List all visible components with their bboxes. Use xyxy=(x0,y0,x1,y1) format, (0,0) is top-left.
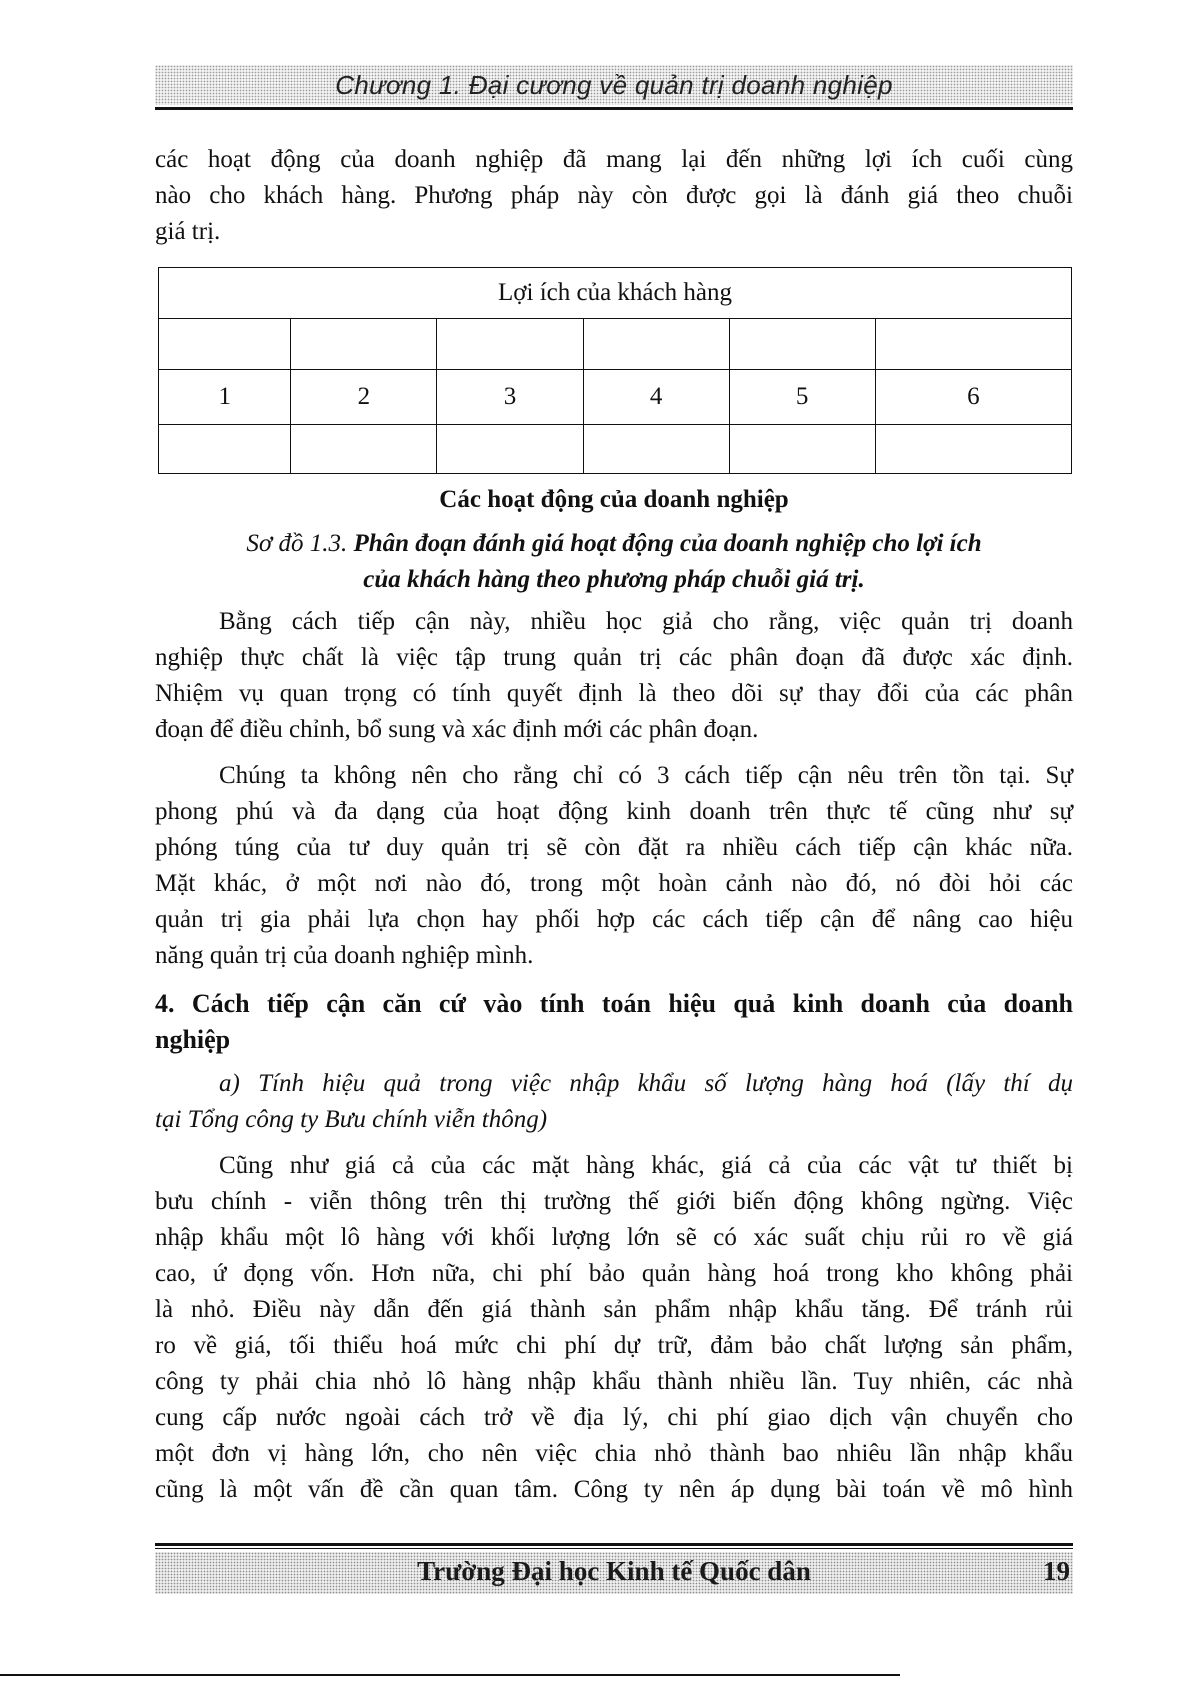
paragraph-line: Cũng như giá cả của các mặt hàng khác, giá cả của các vật tư thiết bị xyxy=(219,1152,1073,1179)
paragraph-line: Nhiệm vụ quan trọng có tính quyết định là theo dõi sự thay đổi của các phân xyxy=(155,680,1073,707)
header-rule xyxy=(155,107,1073,110)
subsection-heading: a) Tính hiệu quả trong việc nhập khẩu số lượng hàng hoá (lấy thí dụ xyxy=(219,1070,1073,1097)
intro-line: các hoạt động của doanh nghiệp đã mang lại đến những lợi ích cuối cùng xyxy=(155,146,1073,173)
paragraph-line: đoạn để điều chỉnh, bổ sung và xác định mới các phân đoạn. xyxy=(155,716,759,743)
footer-rule xyxy=(155,1543,1073,1546)
diagram-cell-empty xyxy=(583,425,729,474)
caption-text: Phân đoạn đánh giá hoạt động của doanh nghiệp cho lợi ích xyxy=(353,530,982,557)
paragraph-line: ro về giá, tối thiểu hoá mức chi phí dự trữ, đảm bảo chất lượng sản phẩm, xyxy=(155,1332,1073,1359)
section-heading-line2: nghiệp xyxy=(155,1025,231,1054)
paragraph-line: là nhỏ. Điều này dẫn đến giá thành sản phẩm nhập khẩu tăng. Để tránh rủi xyxy=(155,1296,1073,1323)
paragraph-line: phong phú và đa dạng của hoạt động kinh doanh trên thực tế cũng như sự xyxy=(155,798,1073,825)
paragraph-line: phóng túng của tư duy quản trị sẽ còn đặt ra nhiều cách tiếp cận khác nữa. xyxy=(155,834,1073,861)
intro-line: giá trị. xyxy=(155,218,221,245)
paragraph-line: cung cấp nước ngoài cách trở về địa lý, chi phí giao dịch vận chuyển cho xyxy=(155,1404,1073,1431)
diagram-cell-empty xyxy=(583,319,729,370)
diagram-cell-empty xyxy=(437,425,583,474)
paragraph-line: nhập khẩu một lô hàng với khối lượng lớn sẽ có xác suất chịu rủi ro về giá xyxy=(155,1224,1073,1251)
university-name: Trường Đại học Kinh tế Quốc dân xyxy=(417,1556,811,1586)
paragraph-line: Mặt khác, ở một nơi nào đó, trong một hoàn cảnh nào đó, nó đòi hỏi các xyxy=(155,870,1073,897)
diagram-cell-empty xyxy=(875,425,1071,474)
figure-caption-line2: của khách hàng theo phương pháp chuỗi giá trị. xyxy=(363,566,865,593)
paragraph-line: cao, ứ đọng vốn. Hơn nữa, chi phí bảo quản hàng hoá trong kho không phải xyxy=(155,1260,1073,1287)
paragraph-line: Chúng ta không nên cho rằng chỉ có 3 cách tiếp cận nêu trên tồn tại. Sự xyxy=(219,762,1073,789)
diagram-cell-empty xyxy=(291,425,437,474)
diagram-cell-empty xyxy=(729,425,875,474)
section-heading: 4. Cách tiếp cận căn cứ vào tính toán hiệu quả kinh doanh của doanh xyxy=(155,989,1073,1018)
value-chain-diagram xyxy=(158,267,1072,474)
diagram-cell-empty xyxy=(291,319,437,370)
intro-line: nào cho khách hàng. Phương pháp này còn được gọi là đánh giá theo chuỗi xyxy=(155,182,1073,209)
paragraph-line: công ty phải chia nhỏ lô hàng nhập khẩu thành nhiều lần. Tuy nhiên, các nhà xyxy=(155,1368,1073,1395)
footer-rule-thin xyxy=(155,1548,1073,1549)
segment-number: 6 xyxy=(875,370,1071,425)
paragraph-line: nghiệp thực chất là việc tập trung quản trị các phân đoạn đã được xác định. xyxy=(155,644,1073,671)
diagram-cell-empty xyxy=(159,319,291,370)
paragraph-line: Bằng cách tiếp cận này, nhiều học giả cho rằng, việc quản trị doanh xyxy=(219,608,1073,635)
scan-edge-line xyxy=(0,1674,900,1676)
diagram-cell-empty xyxy=(729,319,875,370)
paragraph-line: một đơn vị hàng lớn, cho nên việc chia nhỏ thành bao nhiêu lần nhập khẩu xyxy=(155,1440,1073,1467)
segment-number: 4 xyxy=(583,370,729,425)
diagram-cell-empty xyxy=(875,319,1071,370)
segment-number: 1 xyxy=(159,370,291,425)
customer-benefit-label: Lợi ích của khách hàng xyxy=(159,268,1072,319)
diagram-cell-empty xyxy=(437,319,583,370)
diagram-cell-empty xyxy=(159,425,291,474)
activities-label: Các hoạt động của doanh nghiệp xyxy=(439,486,789,513)
segment-number: 3 xyxy=(437,370,583,425)
segment-number: 5 xyxy=(729,370,875,425)
paragraph-line: cũng là một vấn đề cần quan tâm. Công ty nên áp dụng bài toán về mô hình xyxy=(155,1476,1073,1503)
segment-number: 2 xyxy=(291,370,437,425)
chapter-title: Chương 1. Đại cương về quản trị doanh nghiệp xyxy=(335,70,893,100)
figure-caption xyxy=(155,526,1073,562)
paragraph-line: năng quản trị của doanh nghiệp mình. xyxy=(155,942,534,969)
caption-prefix: Sơ đồ 1.3. xyxy=(246,530,348,557)
subsection-heading-line2: tại Tổng công ty Bưu chính viễn thông) xyxy=(155,1106,548,1133)
page-number: 19 xyxy=(1043,1556,1070,1586)
paragraph-line: quản trị gia phải lựa chọn hay phối hợp các cách tiếp cận để nâng cao hiệu xyxy=(155,906,1073,933)
paragraph-line: bưu chính - viễn thông trên thị trường thế giới biến động không ngừng. Việc xyxy=(155,1188,1073,1215)
